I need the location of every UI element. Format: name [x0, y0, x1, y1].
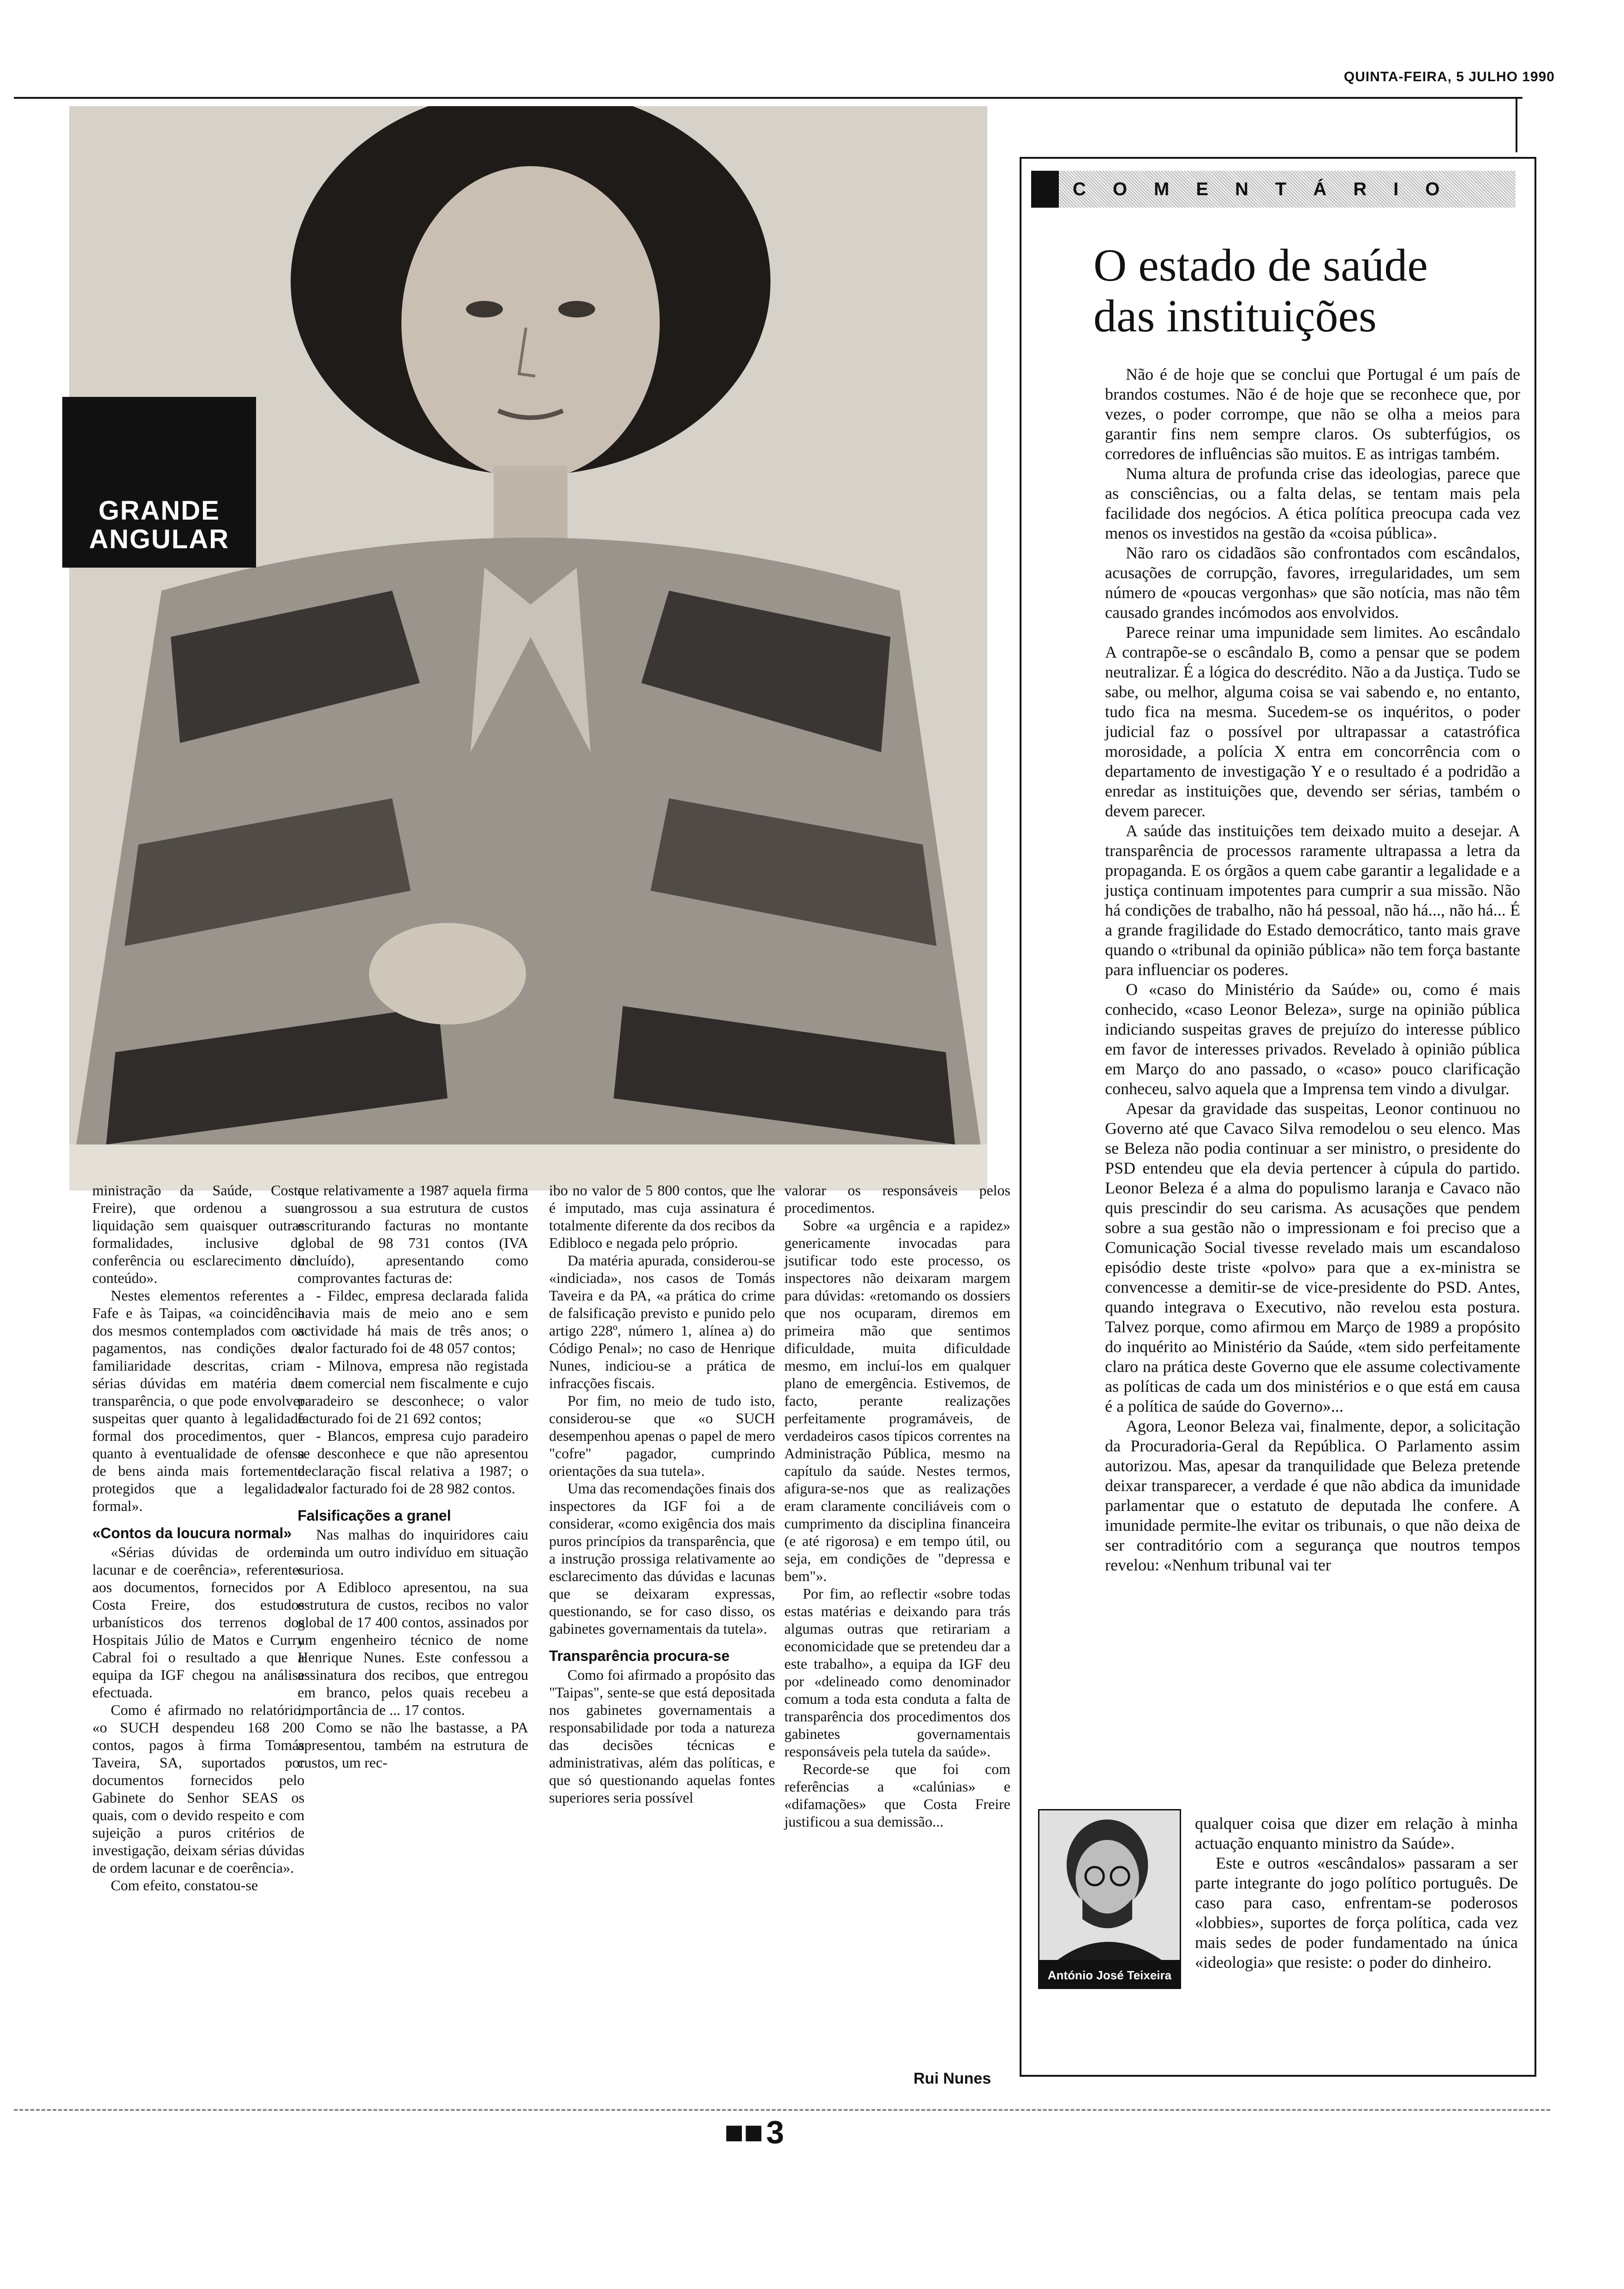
- article-paragraph: - Blancos, empresa cujo paradeiro se desconhece e que não apresentou declaração fiscal relativa a 1987; o valor facturado foi de 28 982 contos.: [298, 1427, 528, 1497]
- article-paragraph: ministração da Saúde, Costa Freire), que ordenou a sua liquidação sem quaisquer outras formalidades, inclusive de conferência ou esclarecimento do conteúdo».: [92, 1182, 304, 1286]
- subheading: «Contos da loucura normal»: [92, 1525, 292, 1541]
- commentary-paragraph: Parece reinar uma impunidade sem limites. Ao escândalo A contrapõe-se o escândalo B, como a pensar que se podem neutralizar. É a lógica do descrédito. Não a da Justiça. Tudo se sabe, ou melhor, alguma coisa se vai sabendo e, no entanto, tudo fica na mesma. Sucedem-se os inquéritos, o poder judicial faz o possível por ultrapassar a catastrófica morosidade, a polícia X entra em concorrência com o departamento de investigação Y e o resultado é a podridão a enredar as instituições que, devendo ser sérias, também o devem parecer.: [1105, 623, 1520, 820]
- page-number: 3: [766, 2114, 784, 2150]
- commentary-paragraph: Numa altura de profunda crise das ideologias, parece que as consciências, ou a falta delas, se tentam mais pela facilidade dos negócios. A ética política preocupa cada vez menos os investidos na gestão da «coisa pública».: [1105, 464, 1520, 542]
- article-paragraph: Com efeito, constatou-se: [111, 1877, 258, 1894]
- article-paragraph: Como foi afirmado a propósito das "Taipas", sente-se que está depositada nos gabinetes governamentais a responsabilidade por toda a natureza das decisões técnicas e administrativas, além das políticas, e que só questionando aquelas fontes superiores seria possível: [549, 1666, 775, 1806]
- article-paragraph: - Fildec, empresa declarada falida havia mais de meio ano e sem actividade há mais de três anos; o valor facturado foi de 48 057 contos;: [298, 1287, 528, 1356]
- section-label: COMENTÁRIO: [1073, 179, 1467, 199]
- commentary-tail: [1195, 1814, 1518, 1972]
- grande-angular-badge: [62, 397, 256, 568]
- article-paragraph: valorar os responsáveis pelos procedimentos.: [784, 1182, 1010, 1216]
- author-photo: [1038, 1809, 1181, 1961]
- commentary-paragraph: qualquer coisa que dizer em relação à minha actuação enquanto ministro da Saúde».: [1195, 1814, 1518, 1852]
- commentary-paragraph: Apesar da gravidade das suspeitas, Leonor continuou no Governo até que Cavaco Silva remodelou o seu elenco. Mas se Beleza não podia continuar a ser ministro, o presidente do PSD entendeu que ela devia pertencer à cúpula do partido. Leonor Beleza é a alma do populismo laranja e Cavaco não quis prescindir do seu carisma. As acusações que pendem sobre a sua gestão não o impressionam e foi preciso que a Comunicação Social tivesse revelado mais um escandaloso episódio deste triste «polvo» para que a ex-ministra se convencesse a demitir-se de vice-presidente do PSD. Antes, quando integrava o Executivo, não revelou esta postura. Talvez porque, como afirmou em Março de 1989 a propósito do inquérito ao Ministério da Saúde, «tem sido perfeitamente claro na prática deste Governo que ele assume colectivamente as políticas de cada um dos ministérios e o que está em causa é a política de saúde do Governo»...: [1105, 1099, 1520, 1415]
- article-column-3: [549, 1181, 775, 1806]
- footer-rule: [14, 2109, 1550, 2112]
- commentary-paragraph: O «caso do Ministério da Saúde» ou, como é mais conhecido, «caso Leonor Beleza», surge na opinião pública indiciando suspeitas graves de prejuízo do interesse público em favor de interesses privados. Revelado à opinião pública em Março do ano passado, o «caso» pouco clarificação conheceu, salvo aquela que a Imprensa tem vindo a divulgar.: [1105, 980, 1520, 1098]
- badge-line-1: GRANDE: [98, 496, 220, 526]
- header-rule: [14, 97, 1522, 99]
- author-caption: António José Teixeira: [1038, 1961, 1181, 1989]
- article-paragraph: que relativamente a 1987 aquela firma engrossou a sua estrutura de custos escriturando facturas no montante global de 98 731 contos (IVA incluído), apresentando como comprovantes facturas de:: [298, 1182, 528, 1286]
- article-paragraph: Uma das recomendações finais dos inspectores da IGF foi a de considerar, «como exigência dos mais puros princípios da transparência, que a instrução prossiga relativamente ao esclarecimento das dúvidas e lacunas que se deixaram expressas, questionando, se for caso disso, os gabinetes governamentais da tutela».: [549, 1480, 775, 1637]
- commentary-paragraph: Não é de hoje que se conclui que Portugal é um país de brandos costumes. Não é de hoje que se reconhece que, por vezes, o poder corrompe, que não se olha a meios para garantir fins nem sempre claros. Os subterfúgios, os corredores de influências são muitos. E as intrigas também.: [1105, 365, 1520, 463]
- main-photo: [69, 106, 987, 1191]
- author-portrait: [1039, 1810, 1180, 1960]
- commentary-paragraph: Este e outros «escândalos» passaram a ser parte integrante do jogo político português. De caso para caso, enfrentam-se poderosos «lobbies», suportes de força política, cada vez mais sedes de poder fundamentado na única «ideologia» que resiste: o poder do dinheiro.: [1195, 1854, 1518, 1971]
- article-column-4: [784, 1181, 1010, 1830]
- article-column-1: [92, 1181, 304, 1894]
- commentary-body: [1105, 365, 1520, 1575]
- issue-date: QUINTA-FEIRA, 5 JULHO 1990: [1343, 69, 1555, 84]
- article-paragraph: Nas malhas do inquiridores caiu ainda um outro indivíduo em situação curiosa.: [298, 1526, 528, 1578]
- subheading: Transparência procura-se: [549, 1648, 730, 1664]
- article-paragraph: Recorde-se que foi com referências a «calúnias» e «difamações» que Costa Freire justificou a sua demissão...: [784, 1761, 1010, 1830]
- page-footer: [724, 2114, 784, 2151]
- article-paragraph: A Edibloco apresentou, na sua estrutura de custos, recibos no valor global de 17 400 contos, assinados por um engenheiro técnico de nome Henrique Nunes. Este confessou a assinatura dos recibos, que entregou em branco, pelos quais recebeu a importância de ... 17 contos.: [298, 1579, 528, 1718]
- article-paragraph: Como se não lhe bastasse, a PA apresentou, também na estrutura de custos, um rec-: [298, 1719, 528, 1771]
- newspaper-logo-icon: ■■: [724, 2114, 764, 2150]
- article-paragraph: Sobre «a urgência e a rapidez» genericamente invocadas para jsutificar todo este processo, os inspectores não deixaram margem para dúvidas: «retomando os dossiers que nos ocuparam, diremos em primeira mão que sentimos dificuldade, muita dificuldade mesmo, em incluí-los em qualquer plano de emergência. Estivemos, de facto, perante realizações perfeitamente programáveis, de verdadeiros casos típicos correntes na Administração Pública, mesmo na capítulo da saúde. Nestes termos, afigura-se-nos que as realizações eram claramente conciliáveis com o cumprimento da disciplina financeira (e até rigorosa) e em tempo útil, ou seja, em condições de "depressa e bem"».: [784, 1217, 1010, 1584]
- article-paragraph: - Milnova, empresa não registada nem comercial nem fiscalmente e cujo paradeiro se desconhece; o valor facturado foi de 21 692 contos;: [298, 1357, 528, 1426]
- subheading: Falsificações a granel: [298, 1507, 451, 1524]
- article-paragraph: Por fim, ao reflectir «sobre todas estas matérias e deixando para trás algumas outras que retirariam a economicidade que se pretendeu dar a este trabalho», a equipa da IGF deu por «delineado como denominador comum a toda esta conduta a falta de transparência dos procedimentos dos gabinetes governamentais responsáveis pela tutela da saúde».: [784, 1585, 1010, 1760]
- portrait-illustration: [69, 106, 987, 1191]
- article-paragraph: Da matéria apurada, considerou-se «indiciada», nos casos de Tomás Taveira e da PA, «a prática do crime de falsificação previsto e punido pelo artigo 228º, número 1, alínea a) do Código Penal»; no caso de Henrique Nunes, indiciou-se a prática de infracções fiscais.: [549, 1252, 775, 1391]
- headline-line-1: O estado de saúde: [1093, 240, 1428, 291]
- commentary-paragraph: Agora, Leonor Beleza vai, finalmente, depor, a solicitação da Procuradoria-Geral da República. O Parlamento assim autorizou. Mas, apesar da tranquilidade que Beleza pretende deixar transparecer, a verdade é que não abdica da imunidade parlamentar que o estatuto de deputada lhe confere. A imunidade permite-lhe evitar os tribunais, o que não deixa de ser contraditório com a segurança que noutros tempos revelou: «Nenhum tribunal vai ter: [1105, 1417, 1520, 1574]
- commentary-paragraph: Não raro os cidadãos são confrontados com escândalos, acusações de corrupção, favores, irregularidades, um sem número de «poucas vergonhas» que são notícia, mas não têm causado grandes incómodos aos envolvidos.: [1105, 544, 1520, 622]
- section-square: [1031, 171, 1059, 208]
- commentary-headline: [1093, 240, 1509, 342]
- headline-line-2: das instituições: [1093, 290, 1377, 342]
- article-byline: Rui Nunes: [914, 2070, 991, 2087]
- article-column-2: [298, 1181, 528, 1771]
- article-paragraph: Como é afirmado no relatório, «o SUCH despendeu 168 200 contos, pagos à firma Tomás Taveira, SA, suportados por documentos fornecidos pelo Gabinete do Senhor SEAS os quais, com o devido respeito e com sujeição a puros critérios de investigação, deixam sérias dúvidas de ordem lacunar e de coerência».: [92, 1702, 304, 1876]
- article-paragraph: «Sérias dúvidas de ordem lacunar e de coerência», referentes aos documentos, fornecidos por Costa Freire, dos estudos urbanísticos dos terrenos dos Hospitais Júlio de Matos e Curry Cabral foi o resultado a que a equipa da IGF chegou na análise efectuada.: [92, 1544, 304, 1701]
- header-rule-corner: [1516, 97, 1517, 152]
- section-bar: [1031, 171, 1516, 208]
- badge-line-2: ANGULAR: [89, 524, 229, 554]
- article-paragraph: Por fim, no meio de tudo isto, considerou-se que «o SUCH desempenhou apenas o papel de mero "cofre" pagador, cumprindo orientações da sua tutela».: [549, 1392, 775, 1479]
- commentary-paragraph: A saúde das instituições tem deixado muito a desejar. A transparência de processos raramente ultrapassa a letra da propaganda. E os órgãos a quem cabe garantir a legalidade e a justiça continuam impotentes para cumprir a sua missão. Não há condições de trabalho, não há pessoal, não há..., não há... É a grande fragilidade do Estado democrático, tanto mais grave quando o «tribunal da opinião pública» não tem força bastante para influenciar os poderes.: [1105, 821, 1520, 979]
- article-paragraph: ibo no valor de 5 800 contos, que lhe é imputado, mas cuja assinatura é totalmente diferente da dos recibos da Edibloco e negada pelo próprio.: [549, 1182, 775, 1251]
- article-paragraph: Nestes elementos referentes a Fafe e às Taipas, «a coincidência dos mesmos contemplados com os pagamentos, nas condições de familiaridade descritas, criam sérias dúvidas em matéria de transparência, o que pode envolver suspeitas quer quanto à legalidade formal dos procedimentos, quer quanto à eventualidade de ofensa de bens ainda mais fortemente protegidos que a legalidade formal».: [92, 1287, 304, 1514]
